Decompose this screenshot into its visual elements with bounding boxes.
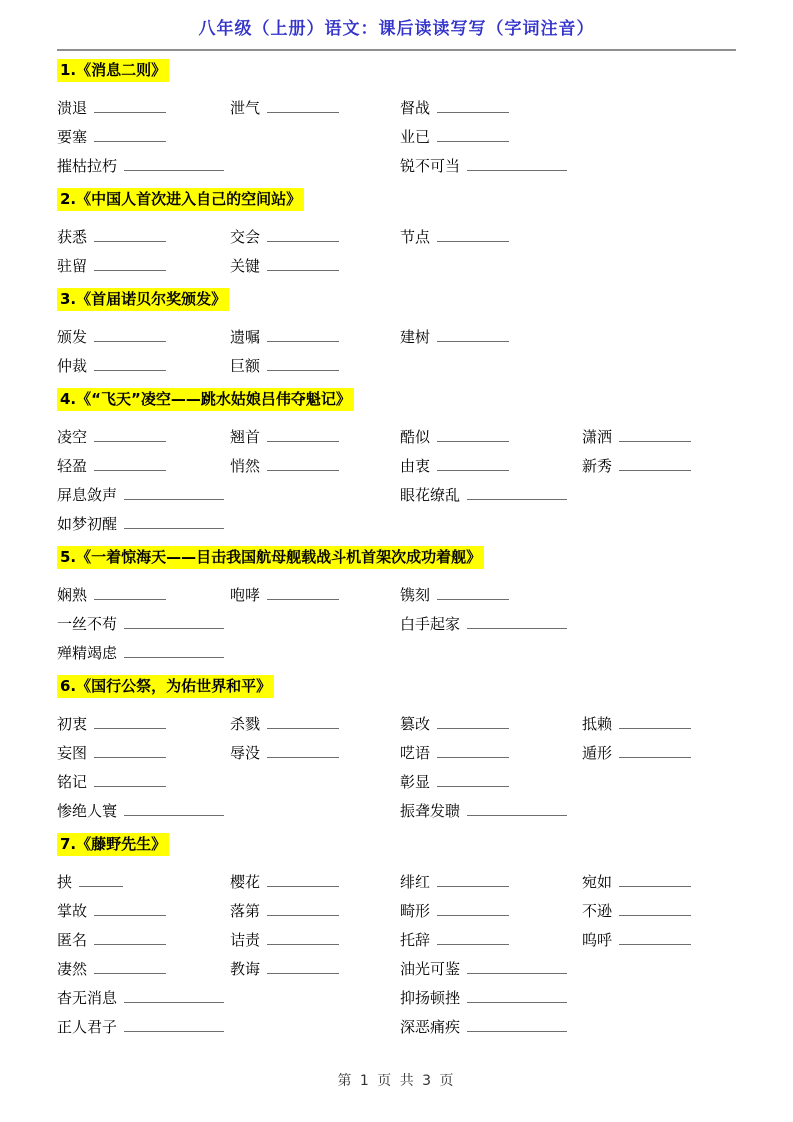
word-entry xyxy=(57,426,230,447)
word-entry xyxy=(400,584,582,605)
section-heading: 5.《一着惊海天——目击我国航母舰载战斗机首架次成功着舰》 xyxy=(57,546,484,569)
answer-blank xyxy=(437,902,509,916)
answer-blank xyxy=(619,931,691,945)
word-entry xyxy=(230,355,400,376)
answer-blank xyxy=(619,873,691,887)
word-label: 屏息敛声 xyxy=(57,486,118,504)
word-entry xyxy=(57,771,230,792)
answer-blank xyxy=(437,715,509,729)
answer-blank xyxy=(437,457,509,471)
word-entry xyxy=(230,742,400,763)
word-label: 悄然 xyxy=(230,457,261,475)
answer-blank xyxy=(467,615,567,629)
word-row xyxy=(57,251,736,280)
word-label: 业已 xyxy=(400,128,431,146)
word-entry xyxy=(57,613,230,634)
word-label: 诘责 xyxy=(230,931,261,949)
word-entry xyxy=(400,713,582,734)
word-entry xyxy=(57,513,230,534)
answer-blank xyxy=(124,615,224,629)
answer-blank xyxy=(437,931,509,945)
answer-blank xyxy=(467,486,567,500)
answer-blank xyxy=(467,1018,567,1032)
word-label: 抵赖 xyxy=(582,715,613,733)
word-entry xyxy=(57,871,230,892)
word-label: 潇洒 xyxy=(582,428,613,446)
word-entry xyxy=(57,800,230,821)
word-label: 溃退 xyxy=(57,99,88,117)
answer-blank xyxy=(467,802,567,816)
answer-blank xyxy=(94,744,166,758)
section-2 xyxy=(57,188,736,280)
word-entry xyxy=(57,1016,230,1037)
answer-blank xyxy=(267,228,339,242)
word-entry xyxy=(57,355,230,376)
word-entry xyxy=(57,97,230,118)
word-entry xyxy=(582,900,736,921)
word-entry xyxy=(582,929,736,950)
answer-blank xyxy=(467,960,567,974)
word-entry xyxy=(230,255,400,276)
word-row xyxy=(57,222,736,251)
word-label: 深恶痛疾 xyxy=(400,1018,461,1036)
word-label: 抑扬顿挫 xyxy=(400,989,461,1007)
word-label: 落第 xyxy=(230,902,261,920)
answer-blank xyxy=(94,357,166,371)
word-entry xyxy=(400,900,582,921)
word-row xyxy=(57,767,736,796)
word-row xyxy=(57,1012,736,1041)
word-label: 殚精竭虑 xyxy=(57,644,118,662)
answer-blank xyxy=(79,873,123,887)
word-entry xyxy=(400,226,582,247)
word-entry xyxy=(57,584,230,605)
word-label: 初衷 xyxy=(57,715,88,733)
word-label: 督战 xyxy=(400,99,431,117)
word-label: 娴熟 xyxy=(57,586,88,604)
section-heading: 1.《消息二则》 xyxy=(57,59,169,82)
word-label: 惨绝人寰 xyxy=(57,802,118,820)
word-entry xyxy=(57,929,230,950)
answer-blank xyxy=(94,128,166,142)
word-entry xyxy=(400,97,582,118)
word-entry xyxy=(230,900,400,921)
answer-blank xyxy=(267,357,339,371)
word-label: 匿名 xyxy=(57,931,88,949)
word-entry xyxy=(582,742,736,763)
word-label: 托辞 xyxy=(400,931,431,949)
section-heading-wrap xyxy=(57,675,736,698)
word-row xyxy=(57,954,736,983)
word-label: 泄气 xyxy=(230,99,261,117)
word-label: 杳无消息 xyxy=(57,989,118,1007)
word-label: 不逊 xyxy=(582,902,613,920)
word-entry xyxy=(582,871,736,892)
word-label: 杀戮 xyxy=(230,715,261,733)
answer-blank xyxy=(619,902,691,916)
section-heading: 4.《“飞天”凌空——跳水姑娘吕伟夺魁记》 xyxy=(57,388,354,411)
word-entry xyxy=(57,155,230,176)
word-label: 正人君子 xyxy=(57,1018,118,1036)
word-row xyxy=(57,422,736,451)
word-entry xyxy=(57,255,230,276)
section-heading-wrap xyxy=(57,388,736,411)
answer-blank xyxy=(94,931,166,945)
word-entry xyxy=(400,958,582,979)
word-entry xyxy=(400,771,582,792)
word-row xyxy=(57,451,736,480)
word-row xyxy=(57,638,736,667)
word-entry xyxy=(400,1016,582,1037)
word-label: 铭记 xyxy=(57,773,88,791)
word-entry xyxy=(57,455,230,476)
word-entry xyxy=(57,126,230,147)
word-entry xyxy=(400,126,582,147)
answer-blank xyxy=(437,873,509,887)
answer-blank xyxy=(124,486,224,500)
word-label: 凄然 xyxy=(57,960,88,978)
word-entry xyxy=(400,800,582,821)
answer-blank xyxy=(267,328,339,342)
answer-blank xyxy=(267,257,339,271)
answer-blank xyxy=(437,228,509,242)
section-heading-wrap xyxy=(57,59,736,82)
word-label: 呓语 xyxy=(400,744,431,762)
answer-blank xyxy=(619,457,691,471)
answer-blank xyxy=(94,586,166,600)
answer-blank xyxy=(94,257,166,271)
section-heading-wrap xyxy=(57,833,736,856)
answer-blank xyxy=(94,715,166,729)
word-entry xyxy=(400,155,582,176)
answer-blank xyxy=(467,989,567,1003)
word-row xyxy=(57,925,736,954)
section-heading-wrap xyxy=(57,188,736,211)
word-label: 凌空 xyxy=(57,428,88,446)
word-label: 建树 xyxy=(400,328,431,346)
page-title: 八年级（上册）语文：课后读读写写（字词注音） xyxy=(198,19,595,39)
word-entry xyxy=(230,326,400,347)
word-entry xyxy=(230,871,400,892)
section-4 xyxy=(57,388,736,538)
word-row xyxy=(57,351,736,380)
word-label: 彰显 xyxy=(400,773,431,791)
answer-blank xyxy=(124,157,224,171)
word-label: 遗嘱 xyxy=(230,328,261,346)
header-rule xyxy=(57,49,736,51)
answer-blank xyxy=(437,428,509,442)
word-entry xyxy=(400,871,582,892)
word-entry xyxy=(582,426,736,447)
word-row xyxy=(57,609,736,638)
answer-blank xyxy=(94,99,166,113)
word-row xyxy=(57,151,736,180)
answer-blank xyxy=(124,515,224,529)
word-entry xyxy=(57,900,230,921)
answer-blank xyxy=(267,99,339,113)
word-label: 如梦初醒 xyxy=(57,515,118,533)
answer-blank xyxy=(94,328,166,342)
word-label: 获悉 xyxy=(57,228,88,246)
word-row xyxy=(57,580,736,609)
word-entry xyxy=(230,426,400,447)
word-entry xyxy=(57,642,230,663)
word-entry xyxy=(230,713,400,734)
word-label: 教诲 xyxy=(230,960,261,978)
section-heading: 7.《藤野先生》 xyxy=(57,833,169,856)
word-label: 酷似 xyxy=(400,428,431,446)
section-1 xyxy=(57,59,736,180)
answer-blank xyxy=(619,744,691,758)
word-row xyxy=(57,983,736,1012)
word-label: 振聋发聩 xyxy=(400,802,461,820)
word-label: 呜呼 xyxy=(582,931,613,949)
section-heading: 2.《中国人首次进入自己的空间站》 xyxy=(57,188,304,211)
word-label: 由衷 xyxy=(400,457,431,475)
section-7 xyxy=(57,833,736,1041)
answer-blank xyxy=(467,157,567,171)
word-row xyxy=(57,480,736,509)
answer-blank xyxy=(267,457,339,471)
word-label: 摧枯拉朽 xyxy=(57,157,118,175)
word-entry xyxy=(57,484,230,505)
word-label: 要塞 xyxy=(57,128,88,146)
answer-blank xyxy=(619,428,691,442)
answer-blank xyxy=(437,128,509,142)
section-heading: 6.《国行公祭，为佑世界和平》 xyxy=(57,675,274,698)
word-entry xyxy=(230,455,400,476)
answer-blank xyxy=(124,989,224,1003)
answer-blank xyxy=(124,644,224,658)
word-row xyxy=(57,867,736,896)
section-6 xyxy=(57,675,736,825)
word-entry xyxy=(400,987,582,1008)
word-label: 妄图 xyxy=(57,744,88,762)
word-entry xyxy=(57,713,230,734)
section-heading-wrap xyxy=(57,288,736,311)
word-entry xyxy=(57,226,230,247)
word-label: 锐不可当 xyxy=(400,157,461,175)
word-label: 巨额 xyxy=(230,357,261,375)
word-label: 挟 xyxy=(57,873,73,891)
answer-blank xyxy=(124,802,224,816)
answer-blank xyxy=(124,1018,224,1032)
answer-blank xyxy=(437,744,509,758)
answer-blank xyxy=(267,428,339,442)
word-label: 仲裁 xyxy=(57,357,88,375)
word-entry xyxy=(230,584,400,605)
word-label: 篡改 xyxy=(400,715,431,733)
word-row xyxy=(57,738,736,767)
answer-blank xyxy=(94,902,166,916)
word-entry xyxy=(400,426,582,447)
answer-blank xyxy=(94,960,166,974)
word-label: 轻盈 xyxy=(57,457,88,475)
answer-blank xyxy=(437,773,509,787)
word-row xyxy=(57,322,736,351)
word-row xyxy=(57,122,736,151)
section-3 xyxy=(57,288,736,380)
answer-blank xyxy=(94,457,166,471)
word-label: 节点 xyxy=(400,228,431,246)
word-entry xyxy=(57,742,230,763)
word-entry xyxy=(57,987,230,1008)
word-entry xyxy=(230,97,400,118)
word-row xyxy=(57,509,736,538)
word-entry xyxy=(582,713,736,734)
word-entry xyxy=(400,484,582,505)
word-entry xyxy=(400,929,582,950)
word-entry xyxy=(582,455,736,476)
word-label: 一丝不苟 xyxy=(57,615,118,633)
answer-blank xyxy=(94,773,166,787)
word-label: 颁发 xyxy=(57,328,88,346)
word-label: 畸形 xyxy=(400,902,431,920)
word-label: 遁形 xyxy=(582,744,613,762)
word-label: 驻留 xyxy=(57,257,88,275)
word-label: 交会 xyxy=(230,228,261,246)
word-label: 油光可鉴 xyxy=(400,960,461,978)
word-entry xyxy=(57,958,230,979)
answer-blank xyxy=(437,99,509,113)
word-entry xyxy=(57,326,230,347)
word-entry xyxy=(230,958,400,979)
word-label: 眼花缭乱 xyxy=(400,486,461,504)
answer-blank xyxy=(267,931,339,945)
word-label: 关键 xyxy=(230,257,261,275)
page-number: 第 1 页 共 3 页 xyxy=(337,1073,456,1089)
word-label: 镌刻 xyxy=(400,586,431,604)
word-row xyxy=(57,796,736,825)
word-entry xyxy=(230,929,400,950)
answer-blank xyxy=(267,586,339,600)
answer-blank xyxy=(267,744,339,758)
word-label: 绯红 xyxy=(400,873,431,891)
word-label: 咆哮 xyxy=(230,586,261,604)
answer-blank xyxy=(94,428,166,442)
answer-blank xyxy=(619,715,691,729)
word-row xyxy=(57,709,736,738)
word-entry xyxy=(400,455,582,476)
word-label: 辱没 xyxy=(230,744,261,762)
word-label: 樱花 xyxy=(230,873,261,891)
word-row xyxy=(57,93,736,122)
answer-blank xyxy=(437,586,509,600)
word-label: 宛如 xyxy=(582,873,613,891)
word-entry xyxy=(400,742,582,763)
word-label: 白手起家 xyxy=(400,615,461,633)
answer-blank xyxy=(267,902,339,916)
section-5 xyxy=(57,546,736,667)
answer-blank xyxy=(267,873,339,887)
answer-blank xyxy=(94,228,166,242)
answer-blank xyxy=(437,328,509,342)
word-entry xyxy=(400,326,582,347)
word-label: 新秀 xyxy=(582,457,613,475)
section-heading: 3.《首届诺贝尔奖颁发》 xyxy=(57,288,229,311)
answer-blank xyxy=(267,960,339,974)
word-label: 翘首 xyxy=(230,428,261,446)
word-entry xyxy=(230,226,400,247)
word-label: 掌故 xyxy=(57,902,88,920)
word-entry xyxy=(400,613,582,634)
section-heading-wrap xyxy=(57,546,736,569)
word-row xyxy=(57,896,736,925)
answer-blank xyxy=(267,715,339,729)
